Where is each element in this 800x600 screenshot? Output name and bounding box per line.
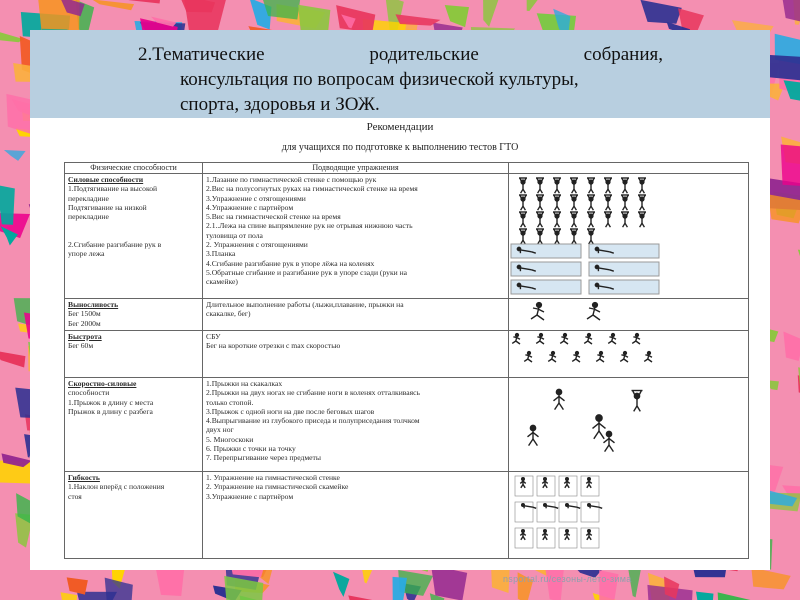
exercise-cell: [203, 299, 509, 331]
athlete-figure: [587, 212, 595, 227]
athlete-figure: [638, 178, 646, 193]
athlete-figure: [519, 229, 527, 244]
exercise-line: 5.Обратные сгибание и разгибание рук в упоре сзади (руки на: [206, 267, 408, 277]
athlete-figure: [604, 431, 615, 451]
exercise-line: 3.Прыжок с одной ноги на две после беговых шагов: [206, 406, 375, 416]
athlete-figure: [519, 195, 527, 210]
ability-line: стоя: [68, 491, 82, 501]
slide-title: [138, 42, 663, 117]
athlete-figure: [560, 334, 568, 344]
exercise-line: 5.Вис на гимнастической стенке на время: [206, 212, 341, 222]
ability-line: [68, 231, 199, 240]
ability-cell: [65, 299, 203, 331]
athlete-figure: [536, 334, 544, 344]
title-word: родительские: [369, 44, 479, 65]
ability-line: Подтягивание на низкой: [68, 202, 147, 212]
ability-line: перекладине: [68, 193, 109, 203]
exercise-cell: [203, 378, 509, 472]
athlete-figure: [548, 352, 556, 362]
exercise-cell: [203, 331, 509, 378]
ability-line: 2.Сгибание разгибание рук в: [68, 240, 162, 250]
ability-line: способности: [68, 388, 110, 398]
athlete-figure: [621, 212, 629, 227]
exercise-line: 6. Прыжки с точки на точку: [206, 444, 296, 454]
title-line-3: спорта, здоровья и ЗОЖ.: [180, 94, 380, 115]
exercise-line: только стопой.: [206, 397, 254, 407]
exercise-line: 2.1..Лежа на спине выпрямление рук не отрывая нижнюю часть: [206, 221, 413, 231]
athlete-figure: [553, 229, 561, 244]
illustration-cell: [509, 299, 749, 331]
athlete-figure: [621, 195, 629, 210]
athlete-figure: [536, 195, 544, 210]
table-row-speed: [65, 331, 749, 378]
athlete-figure: [587, 195, 595, 210]
slide-header: [30, 30, 770, 118]
exercise-line: 3.Упражнение с отягощениями: [206, 193, 306, 203]
athlete-figure: [587, 303, 600, 320]
sprint-illustration: [509, 331, 749, 377]
title-line-2: консультация по вопросам физической культуры,: [180, 69, 579, 90]
exercise-line: СБУ: [206, 332, 221, 341]
exercise-line: 4.Выпрыгивание из глубокого приседа и полуприседания толчком: [206, 416, 420, 426]
ability-cell: [65, 378, 203, 472]
column-header-exercises: Подводящие упражнения: [203, 163, 509, 174]
athlete-figure: [553, 195, 561, 210]
ability-line: Прыжок в длину с разбега: [68, 406, 153, 416]
ability-line: Бег 2000м: [68, 318, 101, 328]
athlete-figure: [620, 352, 628, 362]
exercise-line: 2.Прыжки на двух ногах не сгибание ноги в коленях отталкиваясь: [206, 388, 420, 398]
exercise-line: 3.Планка: [206, 249, 236, 259]
ability-category: Гибкость: [68, 473, 100, 482]
athlete-figure: [570, 178, 578, 193]
exercise-line: 2.Вис на полусогнутых руках на гимнастической стенке на время: [206, 184, 418, 194]
illustration-cell: [509, 331, 749, 378]
exercise-cell: [203, 174, 509, 299]
athlete-figure: [570, 212, 578, 227]
athlete-figure: [536, 229, 544, 244]
table-row-strength: [65, 174, 749, 299]
athlete-figure: [553, 178, 561, 193]
athlete-figure: [524, 352, 532, 362]
athlete-figure: [608, 334, 616, 344]
exercise-line: 4.Сгибание разгибание рук в упоре лёжа на коленях: [206, 258, 375, 268]
ability-cell: [65, 174, 203, 299]
athlete-figure: [570, 229, 578, 244]
ability-line: Бег 1500м: [68, 309, 101, 319]
athlete-figure: [644, 352, 652, 362]
athlete-figure: [519, 212, 527, 227]
exercise-line: 1. Упражнение на гимнастической стенке: [206, 473, 340, 482]
exercise-line: 1.Прыжки на скакалках: [206, 379, 283, 388]
document-scan: [30, 118, 770, 570]
athlete-figure: [604, 212, 612, 227]
exercise-line: скамейке): [206, 277, 238, 287]
ability-line: 1.Подтягивание на высокой: [68, 184, 158, 194]
exercise-line: Длительное выполнение работы (лыжи,плавание, прыжки на: [206, 300, 404, 309]
athlete-figure: [512, 334, 520, 344]
athlete-figure: [604, 178, 612, 193]
athlete-figure: [572, 352, 580, 362]
illustration-cell: [509, 174, 749, 299]
exercise-line: двух ног: [206, 425, 234, 435]
athlete-figure: [528, 425, 539, 445]
table-row-endurance: [65, 299, 749, 331]
ability-line: Бег 60м: [68, 341, 94, 351]
slide: [30, 30, 770, 570]
jumping-illustration: [509, 378, 749, 471]
exercise-line: Бег на короткие отрезки с max скоростью: [206, 341, 341, 351]
title-word: собрания,: [583, 44, 663, 65]
exercise-line: 7. Перепрыгивание через предметы: [206, 453, 321, 463]
athlete-figure: [554, 389, 565, 409]
exercise-cell: [203, 472, 509, 559]
athlete-figure: [587, 229, 595, 244]
athlete-figure: [584, 334, 592, 344]
exercise-line: скакалке, бег): [206, 309, 251, 319]
exercise-line: 5. Многоскоки: [206, 434, 254, 444]
ability-category: Скоростно-силовые: [68, 379, 137, 388]
ability-line: [68, 221, 199, 230]
table-row-speed-strength: [65, 378, 749, 472]
athlete-figure: [604, 195, 612, 210]
ability-line: 1.Прыжок в длину с места: [68, 397, 154, 407]
gto-recommendations-table: [64, 162, 749, 559]
athlete-figure: [587, 178, 595, 193]
exercise-line: 2. Упражнение на гимнастической скамейке: [206, 482, 349, 492]
ability-line: упоре лежа: [68, 249, 105, 259]
ability-cell: [65, 331, 203, 378]
athlete-figure: [570, 195, 578, 210]
source-watermark: nsportal.ru/сезоны-лето-зима: [503, 574, 632, 584]
athlete-figure: [638, 195, 646, 210]
athlete-figure: [536, 212, 544, 227]
athlete-figure: [621, 178, 629, 193]
athlete-figure: [536, 178, 544, 193]
athlete-figure: [519, 178, 527, 193]
ability-line: 1.Наклон вперёд с положения: [68, 482, 165, 492]
athlete-figure: [531, 303, 544, 320]
athlete-figure: [553, 212, 561, 227]
illustration-cell: [509, 378, 749, 472]
exercise-line: 1.Лазание по гимнастической стенке с помощью рук: [206, 175, 377, 184]
athlete-figure: [632, 334, 640, 344]
title-word: 2.Тематические: [138, 44, 265, 65]
ability-category: Быстрота: [68, 332, 102, 341]
table-header-row: [65, 163, 749, 174]
table-row-flexibility: [65, 472, 749, 559]
illustration-cell: [509, 472, 749, 559]
athlete-figure: [638, 212, 646, 227]
athlete-figure: [593, 415, 606, 439]
ability-category: Выносливость: [68, 300, 119, 309]
running-illustration: [509, 299, 749, 330]
exercise-line: 4.Упражнение с партнёром: [206, 202, 294, 212]
column-header-illustrations: [509, 163, 749, 174]
exercise-line: 2. Упражнения с отягощениями: [206, 240, 308, 250]
document-subheading: для учащихся по подготовке к выполнению тестов ГТО: [281, 142, 519, 153]
column-header-abilities: Физические способности: [65, 163, 203, 174]
ability-line: перекладине: [68, 212, 109, 222]
document-heading: Рекомендации: [366, 121, 434, 133]
ability-category: Силовые способности: [68, 175, 144, 184]
ability-cell: [65, 472, 203, 559]
athlete-figure: [596, 352, 604, 362]
athlete-figure: [632, 391, 643, 412]
exercise-line: туловища от пола: [206, 230, 263, 240]
flexibility-illustration: [509, 472, 749, 558]
strength-exercise-illustration: [509, 174, 749, 298]
title-line-1: [138, 42, 663, 67]
exercise-line: 3.Упражнение с партнёром: [206, 491, 294, 501]
